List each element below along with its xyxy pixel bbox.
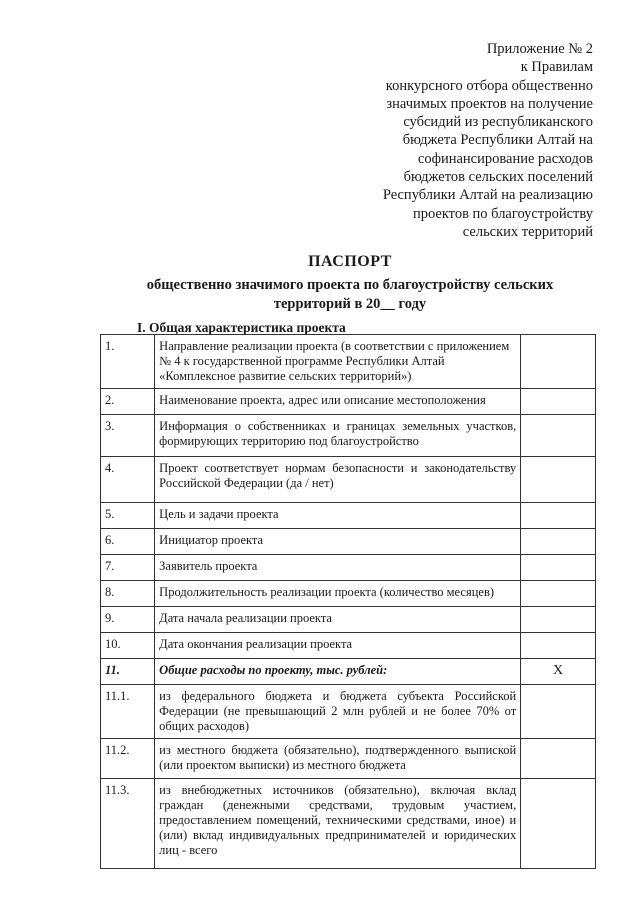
row-description: Цель и задачи проекта: [155, 503, 521, 529]
row-number: 4.: [101, 457, 155, 503]
row-value-cell[interactable]: [521, 503, 596, 529]
section-header: I. Общая характеристика проекта: [137, 320, 346, 335]
row-value-cell[interactable]: [521, 739, 596, 779]
table-row: [101, 457, 596, 503]
appendix-line: значимых проектов на получение: [386, 95, 593, 112]
row-description: Дата начала реализации проекта: [155, 607, 521, 633]
row-number: 1.: [101, 335, 155, 389]
row-value-cell[interactable]: [521, 779, 596, 869]
row-description: Дата окончания реализации проекта: [155, 633, 521, 659]
row-number: 7.: [101, 555, 155, 581]
row-number: 3.: [101, 415, 155, 457]
table-row: [101, 389, 596, 415]
table-row: [101, 503, 596, 529]
appendix-line: Приложение № 2: [486, 41, 593, 57]
row-value-cell[interactable]: [521, 415, 596, 457]
row-number: 10.: [101, 633, 155, 659]
appendix-line: сельских территорий: [462, 223, 593, 240]
table-row: [101, 779, 596, 869]
row-description: из внебюджетных источников (обязательно), включая вклад граждан (денежными средствами, трудовым участием, предоставлением помещений, техническими средствами, иное) и (или) вклад индивидуальных предпринимателей и юридических лиц - всего: [155, 779, 521, 869]
row-value-cell[interactable]: [521, 581, 596, 607]
title-sub-line2: территорий в 20__ году: [273, 296, 427, 312]
row-value-cell[interactable]: [521, 607, 596, 633]
appendix-line: софинансирование расходов: [417, 150, 593, 167]
row-description: из местного бюджета (обязательно), подтвержденного выпиской (или проектом выписки) из местного бюджета: [155, 739, 521, 779]
row-description: Общие расходы по проекту, тыс. рублей:: [155, 659, 521, 685]
appendix-line: конкурсного отбора общественно: [385, 77, 593, 94]
row-value-cell[interactable]: [521, 555, 596, 581]
appendix-line: к Правилам: [520, 59, 593, 76]
row-number: 11.3.: [101, 779, 155, 869]
appendix-line: бюджетов сельских поселений: [403, 169, 593, 186]
row-description: Инициатор проекта: [155, 529, 521, 555]
row-number: 9.: [101, 607, 155, 633]
appendix-line: бюджета Республики Алтай на: [402, 132, 593, 149]
document-title: [100, 252, 600, 314]
row-value-cell[interactable]: [521, 457, 596, 503]
row-description: Наименование проекта, адрес или описание местоположения: [155, 389, 521, 415]
table-row: [101, 633, 596, 659]
row-description: Проект соответствует нормам безопасности и законодательству Российской Федерации (да / нет): [155, 457, 521, 503]
row-number: 11.2.: [101, 739, 155, 779]
row-number: 6.: [101, 529, 155, 555]
appendix-line: Республики Алтай на реализацию: [382, 187, 593, 204]
row-value-cell[interactable]: [521, 389, 596, 415]
table-row: [101, 555, 596, 581]
row-value-cell[interactable]: [521, 335, 596, 389]
title-main: ПАСПОРТ: [308, 253, 392, 270]
passport-table: [100, 334, 596, 869]
row-number: 2.: [101, 389, 155, 415]
table-row: [101, 685, 596, 739]
row-value-cell: X: [521, 659, 596, 685]
row-description: из федерального бюджета и бюджета субъекта Российской Федерации (не превышающий 2 млн рублей и не более 70% от общих расходов): [155, 685, 521, 739]
row-number: 5.: [101, 503, 155, 529]
row-value-cell[interactable]: [521, 685, 596, 739]
title-sub-line1: общественно значимого проекта по благоустройству сельских: [146, 277, 554, 293]
appendix-line: субсидий из республиканского: [403, 114, 593, 131]
row-value-cell[interactable]: [521, 529, 596, 555]
row-description: Заявитель проекта: [155, 555, 521, 581]
row-number: 11.: [101, 659, 155, 685]
row-number: 11.1.: [101, 685, 155, 739]
appendix-line: проектов по благоустройству: [412, 205, 593, 222]
table-row: [101, 739, 596, 779]
table-row: [101, 335, 596, 389]
table-row: [101, 581, 596, 607]
table-row: [101, 607, 596, 633]
row-description: Продолжительность реализации проекта (количество месяцев): [155, 581, 521, 607]
row-number: 8.: [101, 581, 155, 607]
table-row-total: [101, 659, 596, 685]
row-description: Направление реализации проекта (в соответствии с приложением № 4 к государственной программе Республики Алтай «Комплексное развитие сельских территорий»): [155, 335, 521, 389]
table-row: [101, 415, 596, 457]
row-value-cell[interactable]: [521, 633, 596, 659]
row-description: Информация о собственниках и границах земельных участков, формирующих территорию под благоустройство: [155, 415, 521, 457]
appendix-note: [293, 40, 593, 241]
table-row: [101, 529, 596, 555]
